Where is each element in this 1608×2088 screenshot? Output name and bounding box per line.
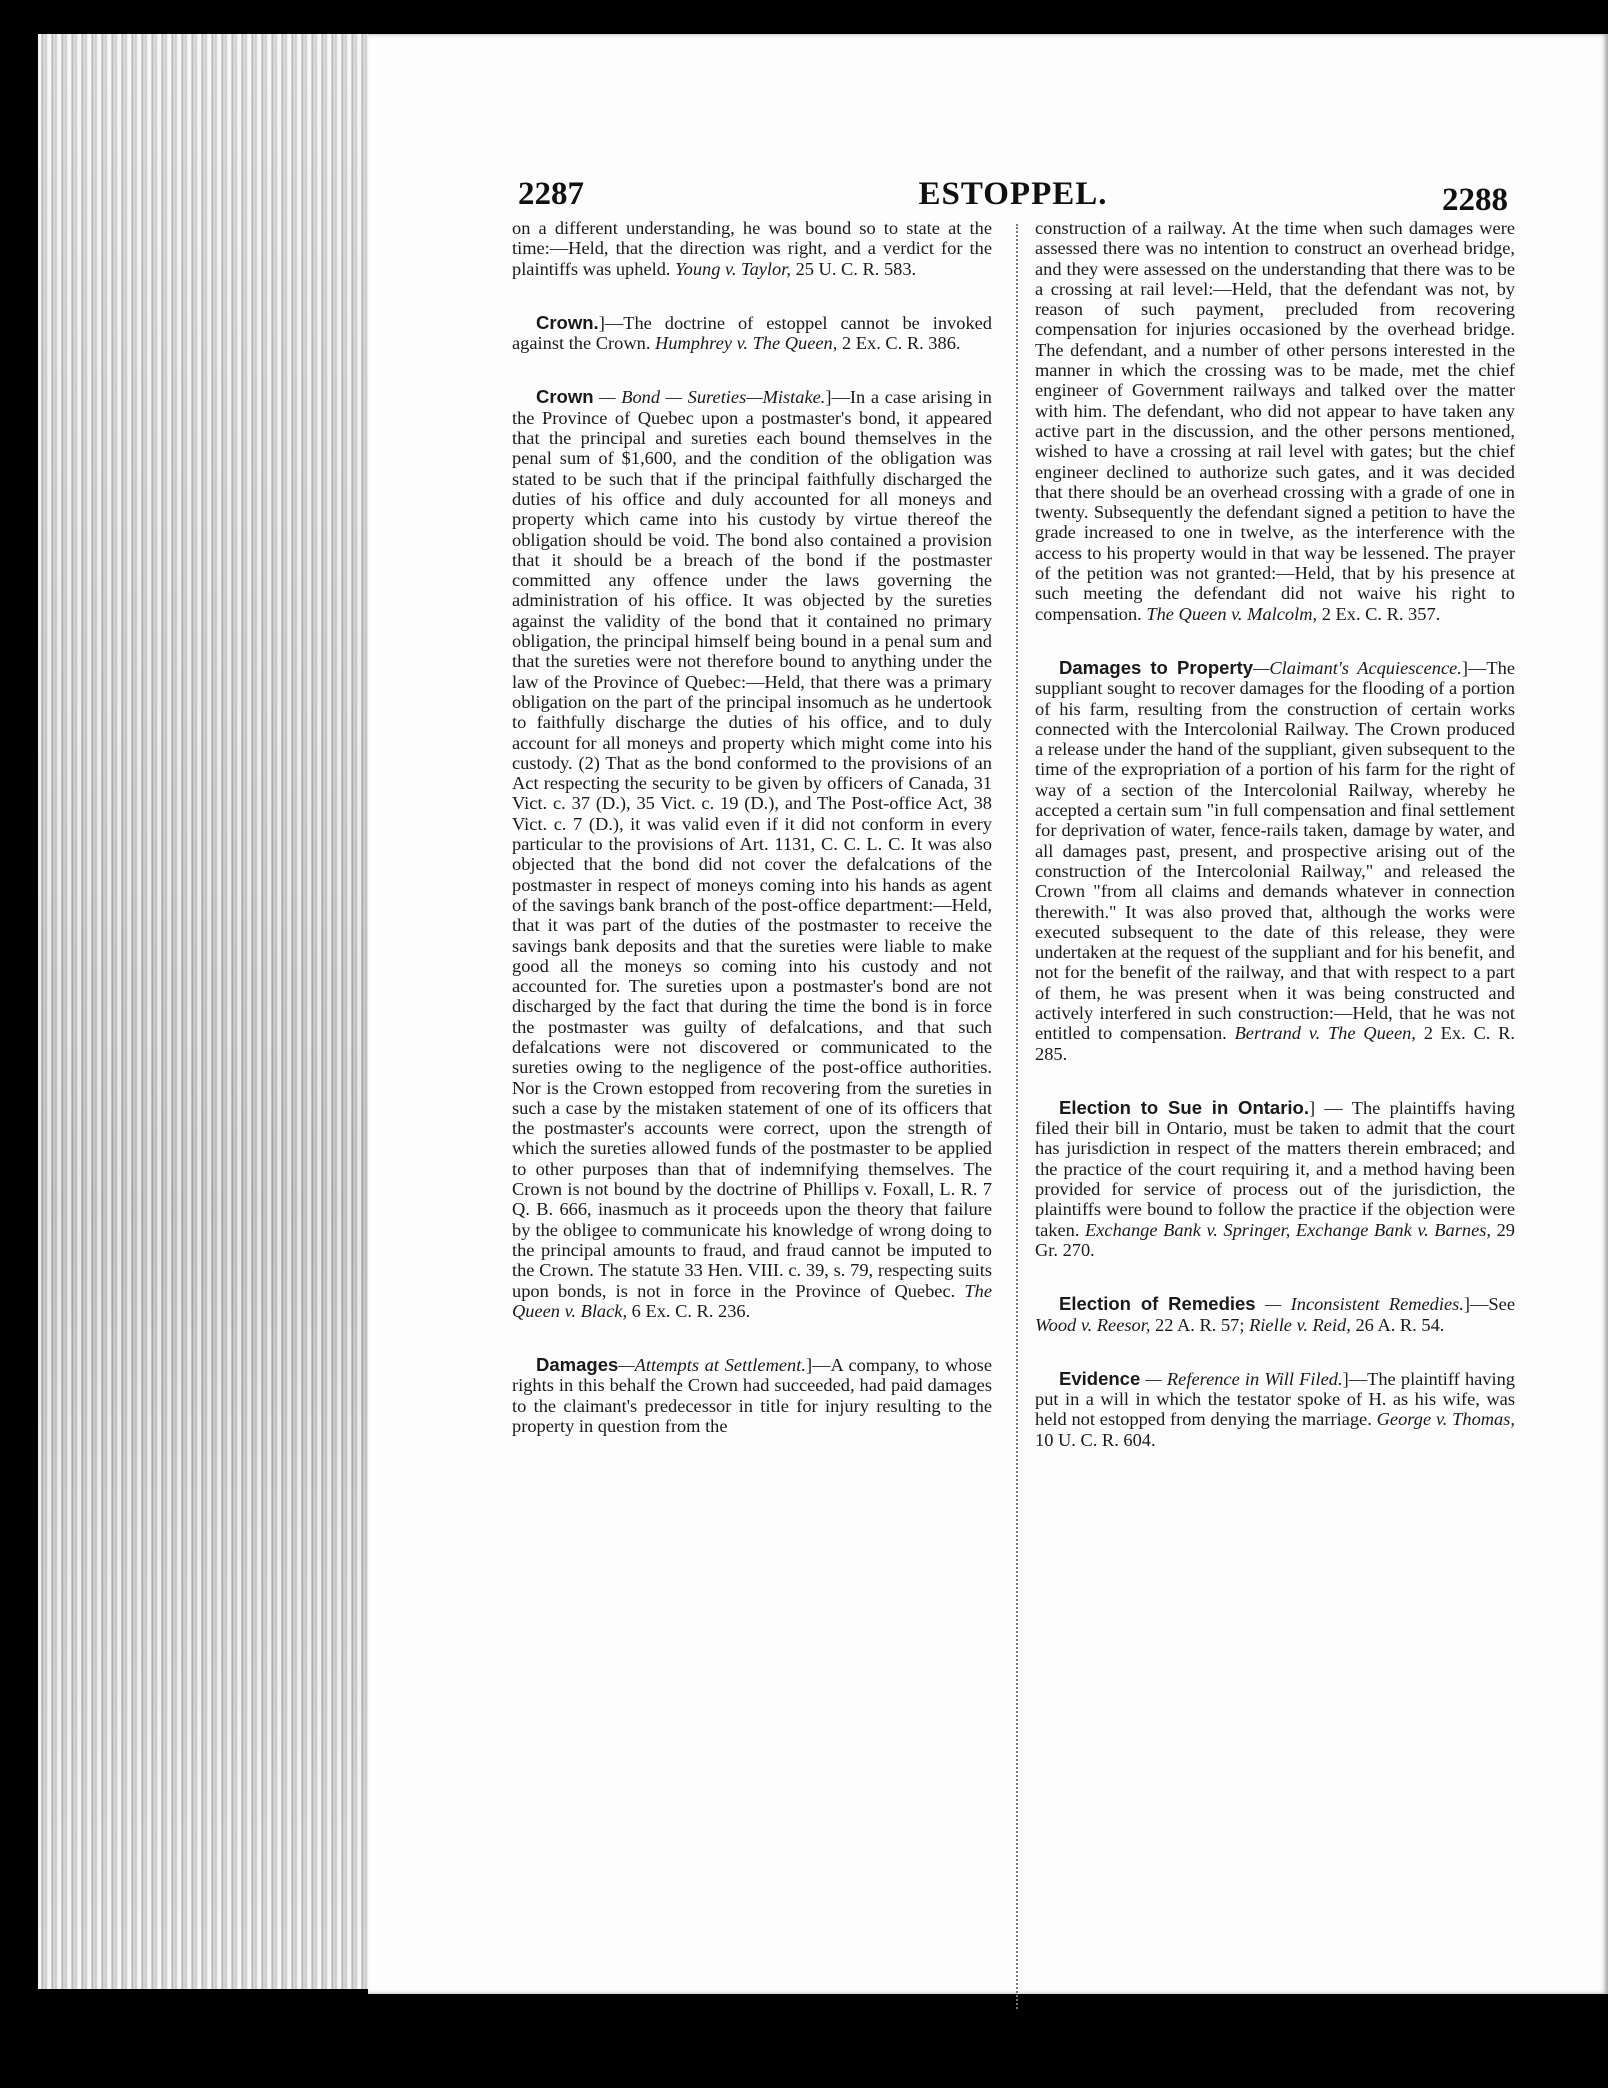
entry-damages: Damages—Attempts at Settlement.]—A company, to whose rights in this behalf the Crown had succeeded, had paid damages to the claimant's predecessor in title for injury resulting to the property in question from the	[512, 1354, 993, 1437]
left-column	[512, 218, 992, 1436]
case-name: Bertrand v. The Queen,	[1234, 1023, 1416, 1044]
entry-heading: Crown.	[536, 311, 599, 333]
entry-continuation: construction of a railway. At the time when such damages were assessed there was no intention to construct an overhead bridge, and they were assessed on the understanding that there was to be a crossing at rail level:—Held, that the defendant was not, by reason of such payment, precluded from recovering compensation for injuries occasioned by the overhead bridge. The defendant, and a number of other persons interested in the manner in which the crossing was to be made, met the chief engineer of Government railways and talked over the matter with him. The defendant, who did not appear to have taken any active part in the discussion, and the other persons mentioned, wished to have a crossing at rail level with gates; but the chief engineer declined to authorize such gates, and it was decided that there should be an overhead crossing with a grade of one in twenty. Subsequently the defendant signed a petition to have the grade increased to one in twelve, as the interference with the access to his property would in that way be lessened. The prayer of the petition was not granted:—Held, that by his presence at such meeting the defendant did not waive his right to compensation. The Queen v. Malcolm, 2 Ex. C. R. 357.	[1035, 218, 1515, 624]
citation: 2 Ex. C. R. 386.	[841, 333, 961, 354]
case-name: Exchange Bank v. Springer, Exchange Bank v. Barnes,	[1085, 1219, 1492, 1240]
citation: 10 U. C. R. 604.	[1035, 1429, 1156, 1450]
case-name: Rielle v. Reid,	[1249, 1314, 1351, 1335]
citation: 29 Gr. 270.	[1035, 1219, 1515, 1260]
entry-heading: Damages	[536, 1354, 619, 1376]
entry-heading: Crown	[536, 386, 594, 408]
entry-heading: Election of Remedies	[1059, 1293, 1256, 1315]
case-name: Young v. Taylor,	[675, 258, 791, 279]
column-number-right: 2288	[1442, 182, 1508, 218]
citation: 2 Ex. C. R. 285.	[1035, 1023, 1515, 1064]
entry-subheading: —Attempts at Settlement.	[618, 1355, 806, 1376]
case-name: Humphrey v. The Queen,	[655, 333, 838, 354]
entry-heading: Election to Sue in Ontario.	[1059, 1096, 1309, 1118]
case-name: The Queen v. Black,	[512, 1280, 992, 1321]
entry-heading: Evidence	[1059, 1367, 1141, 1389]
entry-subheading: — Inconsistent Remedies.	[1264, 1294, 1464, 1315]
book-page	[368, 34, 1608, 1994]
citation: 25 U. C. R. 583.	[795, 258, 917, 279]
column-divider	[1016, 224, 1019, 2009]
citation: 2 Ex. C. R. 357.	[1321, 603, 1441, 624]
citation: 26 A. R. 54.	[1355, 1314, 1445, 1335]
entry-crown: Crown.]—The doctrine of estoppel cannot be invoked against the Crown. Humphrey v. The Queen, 2 Ex. C. R. 386.	[512, 311, 992, 354]
right-column	[1035, 218, 1515, 1450]
citation: 22 A. R. 57;	[1155, 1314, 1245, 1335]
case-name: George v. Thomas,	[1376, 1409, 1515, 1430]
column-number-left: 2287	[518, 176, 584, 212]
entry-heading: Damages to Property	[1059, 656, 1254, 678]
case-name: The Queen v. Malcolm,	[1146, 603, 1318, 624]
entry-subheading: — Reference in Will Filed.	[1145, 1368, 1343, 1389]
citation: 6 Ex. C. R. 236.	[631, 1300, 751, 1321]
entry-election-of-remedies: Election of Remedies — Inconsistent Remedies.]—See Wood v. Reesor, 22 A. R. 57; Rielle v. Reid, 26 A. R. 54.	[1035, 1293, 1515, 1335]
case-name: Wood v. Reesor,	[1035, 1314, 1151, 1335]
book-page-edges	[38, 34, 370, 1989]
entry-continuation: on a different understanding, he was bound so to state at the time:—Held, that the direction was right, and a verdict for the plaintiffs was upheld. Young v. Taylor, 25 U. C. R. 583.	[512, 218, 992, 279]
entry-crown-bond: Crown — Bond — Sureties—Mistake.]—In a case arising in the Province of Quebec upon a postmaster's bond, it appeared that the principal and sureties each bound themselves in the penal sum of $1,600, and the condition of the obligation was stated to be such that if the principal faithfully discharged the duties of his office and duly accounted for all moneys and property which came into his custody by virtue thereof the obligation should be void. The bond also contained a provision that it should be a breach of the bond if the postmaster committed any offence under the laws governing the administration of his office. It was objected by the sureties against the validity of the bond that it contained no primary obligation, the principal himself being bound in a penal sum and that the sureties were not therefore bound to anything under the law of the Province of Quebec:—Held, that there was a primary obligation on the part of the principal insomuch as he undertook to faithfully discharge the duties of his office, and to duly account for all moneys and property which might come into his custody. (2) That as the bond conformed to the provisions of an Act respecting the security to be given by officers of Canada, 31 Vict. c. 37 (D.), 35 Vict. c. 19 (D.), and The Post-office Act, 38 Vict. c. 7 (D.), it was valid even if it did not conform in every particular to the provisions of Art. 1131, C. C. L. C. It was also objected that the bond did not cover the defalcations of the postmaster in respect of moneys coming into his hands as agent of the savings bank branch of the post-office department:—Held, that it was part of the duties of the postmaster to receive the savings bank deposits and that the sureties were liable to make good all the moneys so coming into his custody and not accounted for. The sureties upon a postmaster's bond are not discharged by the fact that during the time the bond is in force the postmaster was guilty of defalcations, and that such defalcations were not discovered or communicated to the sureties owing to the negligence of the post-office authorities. Nor is the Crown estopped from recovering from the sureties in such a case by the mistaken statement of one of its officers that the postmaster's accounts were correct, upon the strength of which the sureties allowed funds of the postmaster to be applied to other purposes than that of indemnifying themselves. The Crown is not bound by the doctrine of Phillips v. Foxall, L. R. 7 Q. B. 666, inasmuch as it proceeds upon the theory that failure by the obligee to communicate his knowledge of wrong doing to the principal amounts to fraud, and fraud cannot be imputed to the Crown. The statute 33 Hen. VIII. c. 39, s. 79, respecting suits upon bonds, is not in force in the Province of Quebec. The Queen v. Black, 6 Ex. C. R. 236.	[512, 386, 992, 1321]
entry-evidence: Evidence — Reference in Will Filed.]—The plaintiff having put in a will in which the testator spoke of H. as his wife, was held not estopped from denying the marriage. George v. Thomas, 10 U. C. R. 604.	[1035, 1367, 1516, 1450]
entry-subheading: — Bond — Sureties—Mistake.	[599, 387, 826, 408]
entry-damages-to-property: Damages to Property—Claimant's Acquiescence.]—The suppliant sought to recover damages for the flooding of a portion of his farm, resulting from the construction of certain works connected with the Intercolonial Railway. The Crown produced a release under the hand of the suppliant, given subsequent to the time of the expropriation of a portion of his farm for the right of way of a section of the Intercolonial Railway, whereby he accepted a certain sum "in full compensation and final settlement for deprivation of water, fence-rails taken, damage by water, and all damages past, present, and prospective arising out of the construction of the Intercolonial Railway," and released the Crown "from all claims and demands whatever in connection therewith." It was also proved that, although the works were executed subsequent to the date of this release, they were undertaken at the request of the suppliant and for his benefit, and not for the benefit of the railway, and that with respect to a part of them, he was present when it was being constructed and actively interfered in such construction:—Held, that he was not entitled to compensation. Bertrand v. The Queen, 2 Ex. C. R. 285.	[1035, 656, 1515, 1064]
running-head: ESTOPPEL.	[918, 176, 1108, 212]
entry-subheading: —Claimant's Acquiescence.	[1253, 657, 1462, 678]
entry-election-to-sue: Election to Sue in Ontario.] — The plaintiffs having filed their bill in Ontario, must be taken to admit that the court has jurisdiction in respect of the matters therein embraced; and the practice of the court requiring it, and a method having been provided for service of process out of the jurisdiction, the plaintiffs were bound to follow the practice if the objection were taken. Exchange Bank v. Springer, Exchange Bank v. Barnes, 29 Gr. 270.	[1035, 1096, 1515, 1260]
